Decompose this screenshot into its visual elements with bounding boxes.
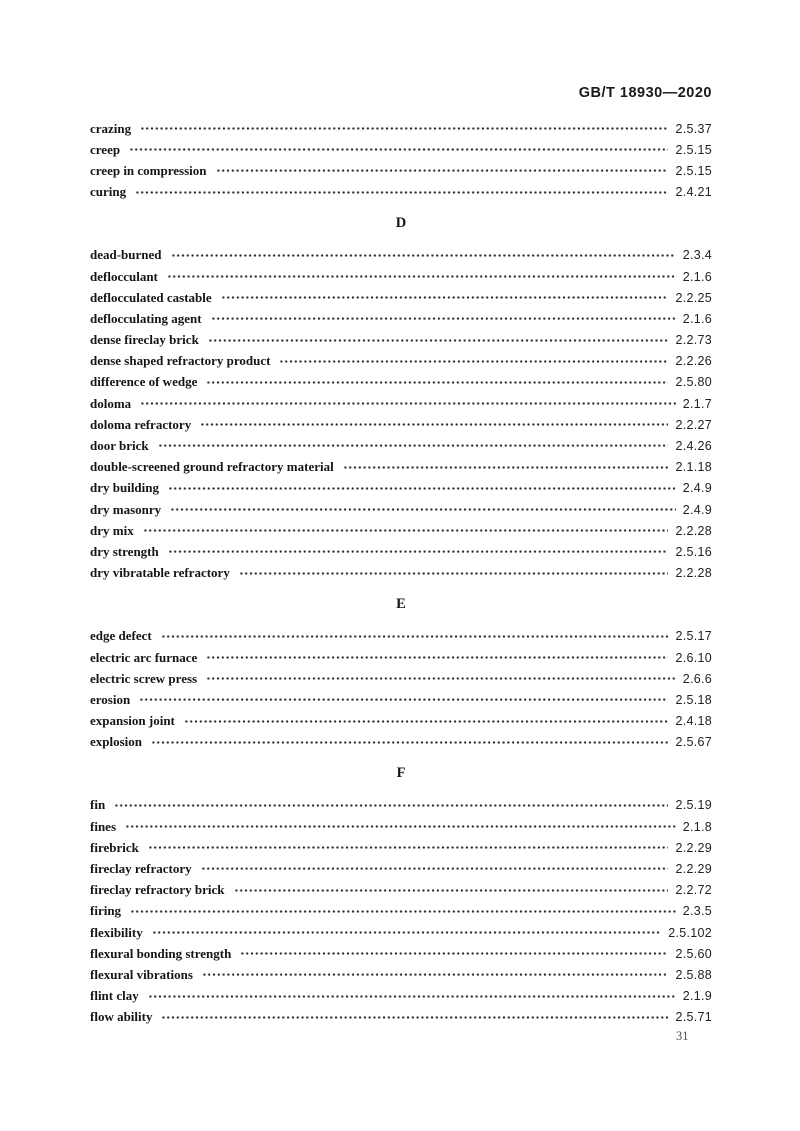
dot-leader: [161, 1007, 668, 1028]
entry-term: door brick: [90, 438, 149, 454]
dot-leader: [279, 351, 668, 372]
dot-leader: [130, 901, 676, 922]
dot-leader: [240, 943, 668, 964]
dot-leader: [206, 647, 668, 668]
entry-ref: 2.2.27: [675, 417, 712, 432]
entry-ref: 2.1.6: [682, 311, 712, 326]
index-entry: [90, 287, 712, 308]
entry-term: explosion: [90, 734, 143, 750]
entry-term: firebrick: [90, 839, 139, 855]
entry-ref: 2.5.17: [675, 629, 712, 644]
dot-leader: [148, 986, 676, 1007]
entry-ref: 2.5.67: [675, 735, 712, 750]
index-entry: [90, 372, 712, 393]
entry-ref: 2.4.9: [682, 502, 712, 517]
entry-term: fines: [90, 818, 116, 834]
entry-ref: 2.1.7: [682, 396, 712, 411]
entry-term: fin: [90, 797, 106, 813]
entry-ref: 2.4.21: [675, 185, 712, 200]
entry-ref: 2.5.71: [675, 1010, 712, 1025]
index-entry: [90, 499, 712, 520]
entry-ref: 2.5.19: [675, 798, 712, 813]
entry-ref: 2.6.10: [675, 650, 712, 665]
entry-term: deflocculating agent: [90, 310, 202, 326]
dot-leader: [234, 880, 669, 901]
dot-leader: [114, 795, 668, 816]
entry-ref: 2.3.4: [682, 248, 712, 263]
entry-ref: 2.1.9: [682, 989, 712, 1004]
index-entry: [90, 245, 712, 266]
index-entry: [90, 1007, 712, 1028]
section-letter: F: [396, 764, 406, 781]
index-entry: [90, 837, 712, 858]
dot-leader: [140, 393, 676, 414]
entry-ref: 2.1.6: [682, 269, 712, 284]
entry-term: flow ability: [90, 1009, 153, 1025]
entry-term: expansion joint: [90, 713, 175, 729]
dot-leader: [221, 287, 669, 308]
dot-leader: [202, 964, 669, 985]
index-entry: [90, 182, 712, 203]
index-entry: [90, 880, 712, 901]
index-entry: [90, 478, 712, 499]
entry-term: curing: [90, 184, 127, 200]
dot-leader: [143, 520, 669, 541]
index-entry: [90, 393, 712, 414]
index-entry: [90, 816, 712, 837]
index-entry: [90, 266, 712, 287]
entry-term: crazing: [90, 120, 132, 136]
entry-term: erosion: [90, 691, 131, 707]
entry-ref: 2.1.8: [682, 819, 712, 834]
entry-term: creep: [90, 141, 121, 157]
entry-term: flexibility: [90, 924, 143, 940]
dot-leader: [129, 139, 668, 160]
index-entry: [90, 711, 712, 732]
page-number: 31: [676, 1029, 689, 1043]
index-entry: [90, 435, 712, 456]
dot-leader: [135, 182, 668, 203]
dot-leader: [201, 858, 669, 879]
entry-ref: 2.2.28: [675, 566, 712, 581]
dot-leader: [168, 478, 676, 499]
entry-term: doloma: [90, 395, 132, 411]
index-entry: [90, 118, 712, 139]
entry-term: dry vibratable refractory: [90, 565, 230, 581]
dot-leader: [151, 732, 668, 753]
dot-leader: [170, 499, 676, 520]
entry-term: dead-burned: [90, 247, 162, 263]
entry-term: creep in compression: [90, 162, 207, 178]
index-entry: [90, 563, 712, 584]
entry-term: deflocculated castable: [90, 289, 212, 305]
dot-leader: [152, 922, 661, 943]
dot-leader: [211, 308, 676, 329]
entry-term: fireclay refractory brick: [90, 882, 225, 898]
entry-ref: 2.5.16: [675, 544, 712, 559]
entry-ref: 2.1.18: [675, 460, 712, 475]
index-entry: [90, 541, 712, 562]
entry-ref: 2.6.6: [682, 671, 712, 686]
entry-ref: 2.2.28: [675, 523, 712, 538]
index-entry: [90, 732, 712, 753]
dot-leader: [148, 837, 669, 858]
entry-ref: 2.2.72: [675, 883, 712, 898]
entry-term: dry building: [90, 480, 160, 496]
index-entry: [90, 647, 712, 668]
dot-leader: [125, 816, 676, 837]
dot-leader: [158, 435, 669, 456]
index-entry: [90, 689, 712, 710]
entry-ref: 2.2.29: [675, 862, 712, 877]
dot-leader: [168, 541, 669, 562]
entry-ref: 2.5.60: [675, 946, 712, 961]
dot-leader: [206, 372, 668, 393]
dot-leader: [140, 118, 668, 139]
index-entry: [90, 520, 712, 541]
dot-leader: [216, 160, 669, 181]
entry-ref: 2.2.73: [675, 333, 712, 348]
index-entry: [90, 308, 712, 329]
entry-term: edge defect: [90, 628, 152, 644]
entry-ref: 2.5.88: [675, 967, 712, 982]
entry-term: fireclay refractory: [90, 861, 192, 877]
dot-leader: [171, 245, 676, 266]
entry-term: flexural bonding strength: [90, 945, 232, 961]
dot-leader: [200, 414, 668, 435]
entry-term: deflocculant: [90, 268, 158, 284]
dot-leader: [343, 457, 669, 478]
dot-leader: [206, 668, 676, 689]
index-entry: [90, 901, 712, 922]
entry-ref: 2.5.102: [668, 925, 712, 940]
entry-ref: 2.5.15: [675, 142, 712, 157]
index-entry: [90, 668, 712, 689]
dot-leader: [184, 711, 669, 732]
entry-ref: 2.5.15: [675, 163, 712, 178]
entry-ref: 2.4.18: [675, 714, 712, 729]
entry-term: dry strength: [90, 543, 159, 559]
index-entry: [90, 986, 712, 1007]
index-entry: [90, 922, 712, 943]
index-entry: [90, 964, 712, 985]
entry-ref: 2.5.37: [675, 121, 712, 136]
entry-ref: 2.5.18: [675, 692, 712, 707]
index-entry: [90, 160, 712, 181]
dot-leader: [208, 330, 669, 351]
entry-ref: 2.2.29: [675, 840, 712, 855]
entry-ref: 2.5.80: [675, 375, 712, 390]
entry-term: electric arc furnace: [90, 649, 198, 665]
section-letter: D: [395, 214, 407, 231]
standard-number-header: GB/T 18930—2020: [578, 85, 712, 101]
entry-term: dry mix: [90, 522, 134, 538]
index-entry: [90, 795, 712, 816]
entry-ref: 2.4.26: [675, 439, 712, 454]
entry-term: dry masonry: [90, 501, 162, 517]
entry-term: difference of wedge: [90, 374, 198, 390]
index-entry: [90, 626, 712, 647]
index-entry: [90, 330, 712, 351]
entry-term: flexural vibrations: [90, 966, 193, 982]
alphabetical-index: [90, 118, 712, 1028]
entry-ref: 2.4.9: [682, 481, 712, 496]
dot-leader: [139, 689, 668, 710]
entry-term: dense fireclay brick: [90, 332, 199, 348]
entry-term: electric screw press: [90, 670, 198, 686]
index-entry: [90, 457, 712, 478]
entry-term: flint clay: [90, 988, 139, 1004]
entry-ref: 2.3.5: [682, 904, 712, 919]
index-entry: [90, 414, 712, 435]
section-letter: E: [396, 595, 406, 612]
entry-term: firing: [90, 903, 122, 919]
dot-leader: [167, 266, 676, 287]
entry-term: doloma refractory: [90, 416, 192, 432]
dot-leader: [161, 626, 669, 647]
dot-leader: [239, 563, 669, 584]
entry-term: double-screened ground refractory material: [90, 459, 334, 475]
index-entry: [90, 858, 712, 879]
index-entry: [90, 943, 712, 964]
index-entry: [90, 351, 712, 372]
entry-ref: 2.2.26: [675, 354, 712, 369]
entry-term: dense shaped refractory product: [90, 353, 271, 369]
index-entry: [90, 139, 712, 160]
entry-ref: 2.2.25: [675, 290, 712, 305]
